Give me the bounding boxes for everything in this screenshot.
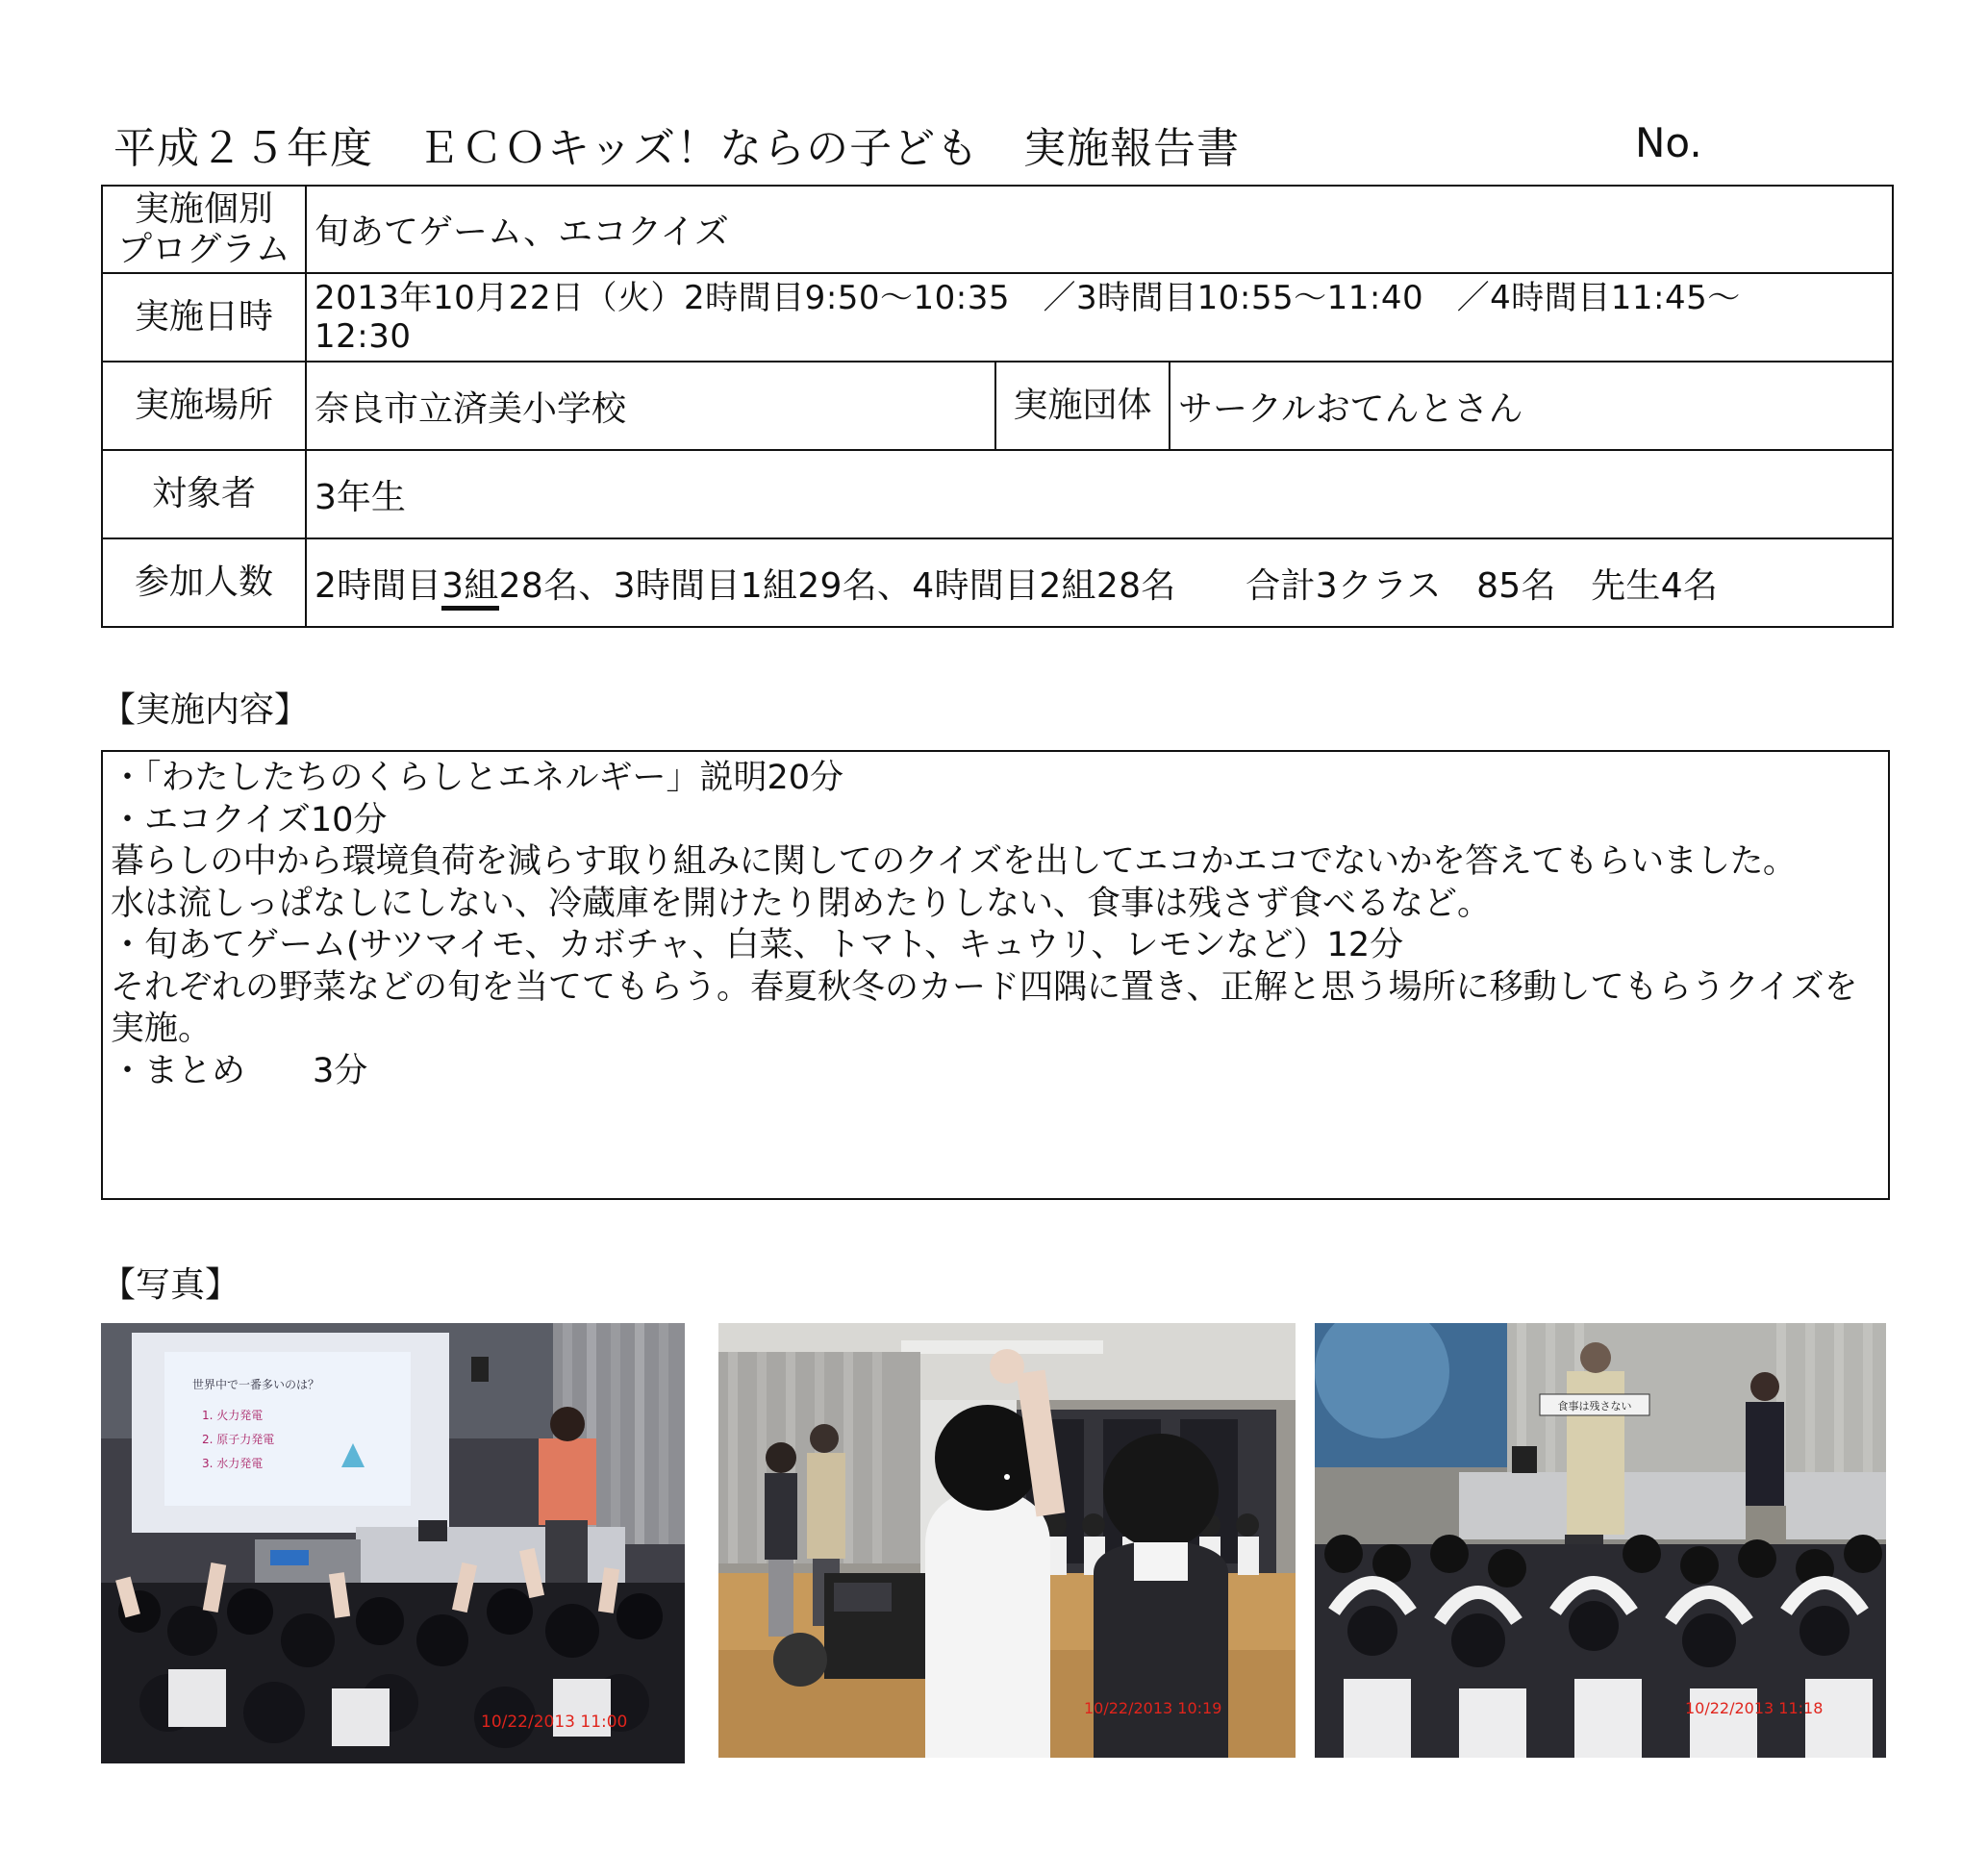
target-row: [102, 450, 1893, 538]
photo-presentation: [101, 1323, 685, 1763]
title-year: 平成２５年度: [113, 124, 373, 173]
info-table: [101, 185, 1894, 628]
count-text-underlined: 3組: [441, 566, 499, 611]
screen-text-option-2: 2. 原子力発電: [202, 1433, 275, 1446]
screen-text-option-1: 1. 火力発電: [202, 1409, 264, 1422]
content-line: ・まとめ 3分: [111, 1051, 368, 1090]
date-label: 実施日時: [102, 273, 306, 362]
count-row: [102, 538, 1893, 627]
count-label: 参加人数: [102, 538, 306, 627]
content-line: 暮らしの中から環境負荷を減らす取り組みに関してのクイズを出してエコかエコでないかを答えてもらいました。: [111, 842, 1797, 881]
photo-students-raising-hands: [718, 1323, 1296, 1758]
target-label: 対象者: [102, 450, 306, 538]
photos-heading: 【写真】: [101, 1265, 240, 1305]
count-text-pre: 2時間目: [315, 565, 442, 606]
program-label: [102, 186, 306, 273]
date-row: [102, 273, 1893, 362]
report-number-label: No.: [1635, 119, 1702, 166]
group-label: 実施団体: [995, 362, 1170, 450]
place-value: 奈良市立済美小学校: [306, 362, 995, 450]
date-value-line-2: 12:30: [315, 317, 412, 356]
program-value: 旬あてゲーム、エコクイズ: [306, 186, 1893, 273]
date-value: [306, 273, 1893, 362]
content-line: ・エコクイズ10分: [111, 800, 388, 839]
report-title: [113, 113, 1240, 175]
target-value: 3年生: [306, 450, 1893, 538]
content-line: 水は流しっぱなしにしない、冷蔵庫を開けたり閉めたりしない、食事は残さず食べるなど。: [111, 884, 1492, 923]
place-label: 実施場所: [102, 362, 306, 450]
content-box: [101, 750, 1890, 1200]
group-value: サークルおてんとさん: [1170, 362, 1893, 450]
program-label-line-1: 実施個別: [134, 188, 273, 229]
photo-presentation-image: [101, 1323, 685, 1763]
place-row: [102, 362, 1893, 450]
date-value-line-1: 2013年10月22日（火）2時間目9:50～10:35 ／3時間目10:55～11:40 ／4時間目11:45～: [315, 279, 1741, 317]
photo-timestamp: 10/22/2013 11:00: [481, 1712, 628, 1732]
title-document-type: 実施報告書: [1023, 124, 1241, 173]
count-text-post: 28名、3時間目1組29名、4時間目2組28名 合計3クラス 85名 先生4名: [498, 565, 1719, 606]
content-line: ・旬あてゲーム(サツマイモ、カボチャ、白菜、トマト、キュウリ、レモンなど）12分: [111, 926, 1404, 964]
photo-eco-quiz: [1315, 1323, 1886, 1758]
screen-text-option-3: 3. 水力発電: [202, 1457, 264, 1470]
program-label-line-2: プログラム: [117, 229, 290, 269]
photo-sign-text: 食事は残さない: [1557, 1400, 1632, 1412]
screen-text-question: 世界中で一番多いのは？: [192, 1378, 320, 1391]
photo-timestamp: 10/22/2013 11:18: [1685, 1699, 1824, 1717]
photo-timestamp: 10/22/2013 10:19: [1084, 1699, 1222, 1717]
photo-eco-quiz-image: [1315, 1323, 1886, 1758]
title-program-name: ＥＣＯキッズ！ならの子ども: [417, 124, 980, 173]
program-row: [102, 186, 1893, 273]
count-value: [306, 538, 1893, 627]
content-heading: 【実施内容】: [101, 690, 310, 730]
photo-students-raising-hands-image: [718, 1323, 1296, 1758]
content-line: ・「わたしたちのくらしとエネルギー」説明20分: [111, 759, 844, 797]
content-line: それぞれの野菜などの旬を当ててもらう。春夏秋冬のカード四隅に置き、正解と思う場所に移動してもらうクイズを実施。: [111, 967, 1858, 1048]
